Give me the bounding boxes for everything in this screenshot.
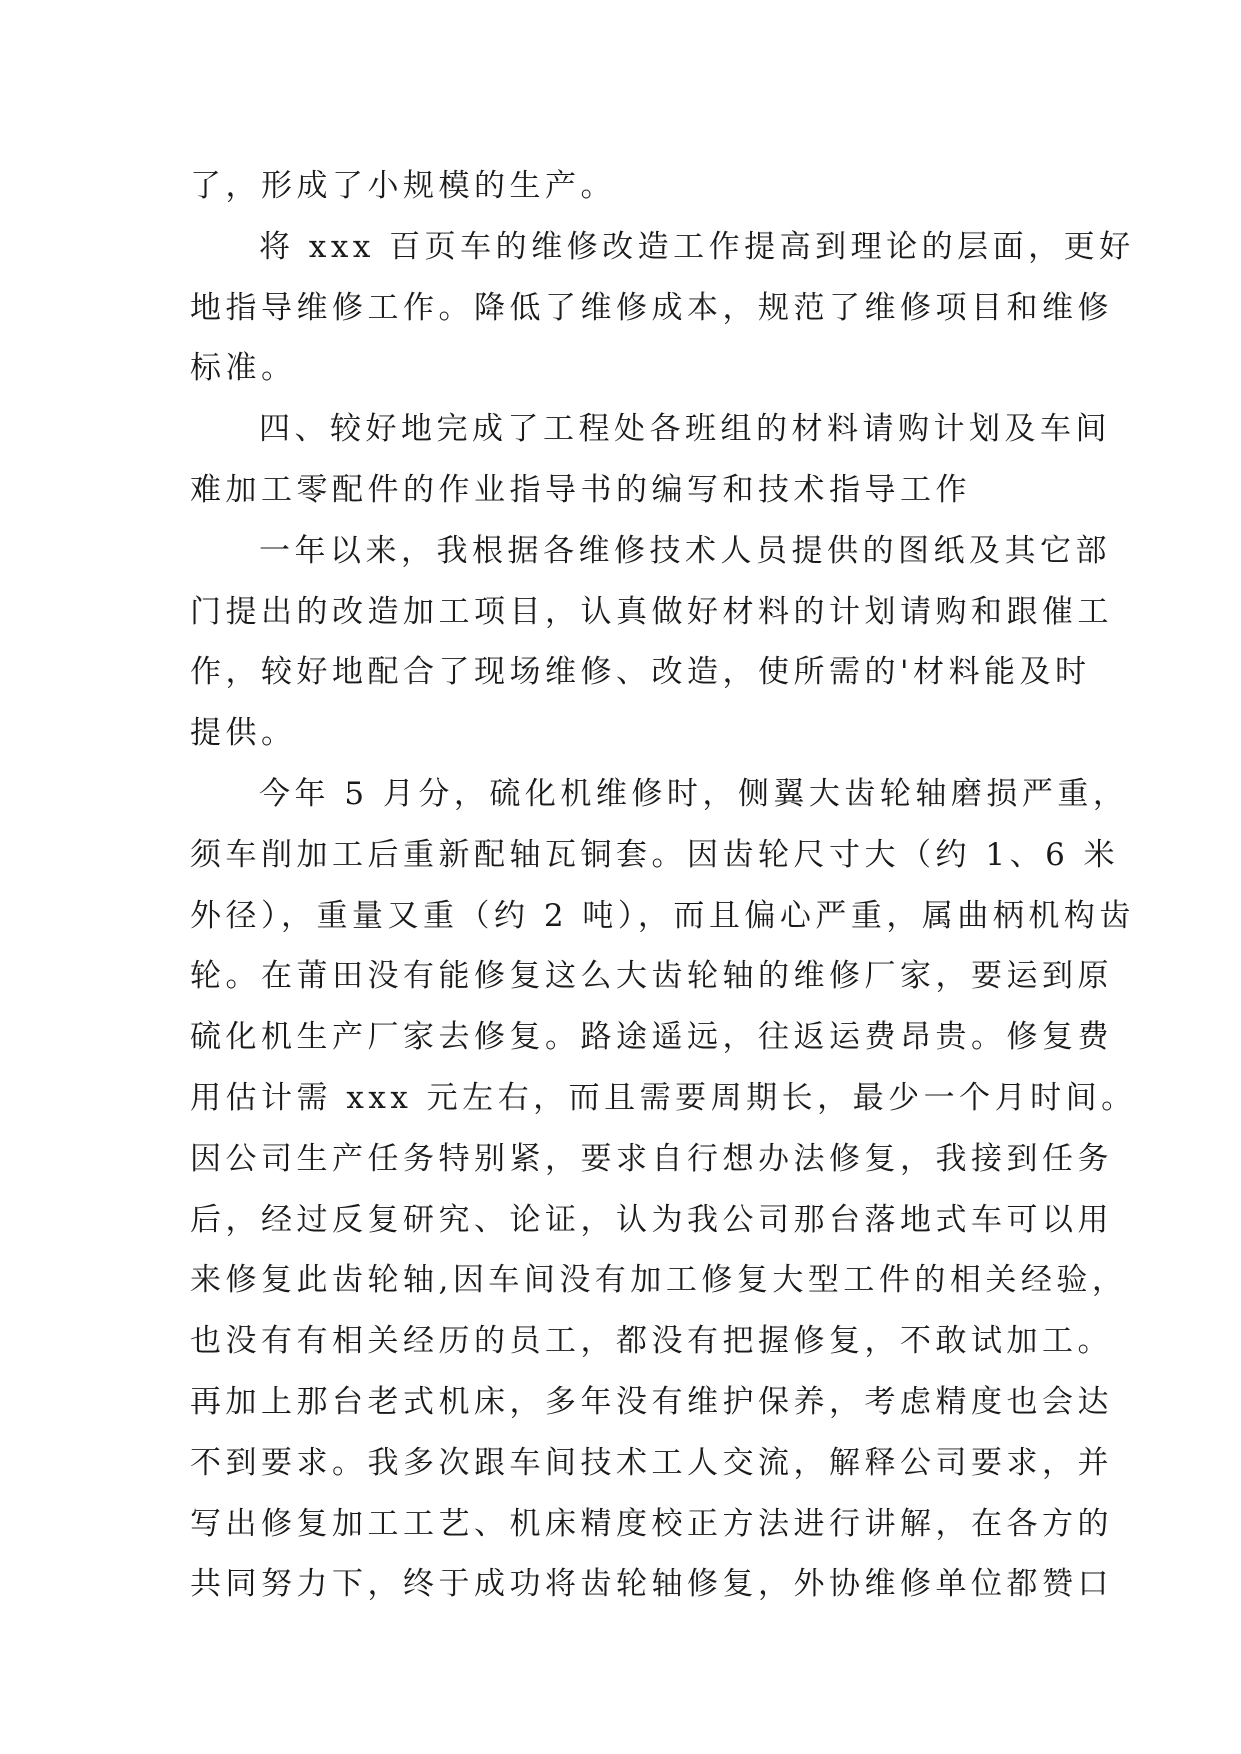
text-line: 外径），重量又重（约 2 吨），而且偏心严重，属曲柄机构齿 — [190, 897, 1135, 934]
text-line: 须车削加工后重新配轴瓦铜套。因齿轮尺寸大（约 1、6 米 — [190, 836, 1120, 873]
text-line: 轮。在莆田没有能修复这么大齿轮轴的维修厂家，要运到原 — [190, 958, 1113, 995]
text-line: 再加上那台老式机床，多年没有维护保养，考虑精度也会达 — [190, 1383, 1113, 1420]
text-line: 共同努力下，终于成功将齿轮轴修复，外协维修单位都赞口 — [190, 1566, 1113, 1603]
text-line: 作，较好地配合了现场维修、改造，使所需的'材料能及时 — [190, 654, 1091, 691]
text-line: 门提出的改造加工项目，认真做好材料的计划请购和跟催工 — [190, 593, 1113, 630]
text-line: 也没有有相关经历的员工，都没有把握修复，不敢试加工。 — [190, 1323, 1113, 1360]
text-line: 难加工零配件的作业指导书的编写和技术指导工作 — [190, 471, 971, 508]
text-line: 标准。 — [190, 350, 297, 387]
text-line: 今年 5 月分，硫化机维修时，侧翼大齿轮轴磨损严重， — [259, 775, 1129, 812]
text-line: 因公司生产任务特别紧，要求自行想办法修复，我接到任务 — [190, 1140, 1113, 1177]
text-line: 后，经过反复研究、论证，认为我公司那台落地式车可以用 — [190, 1201, 1113, 1238]
text-line: 将 xxx 百页车的维修改造工作提高到理论的层面，更好 — [259, 228, 1135, 265]
text-line: 硫化机生产厂家去修复。路途遥远，往返运费昂贵。修复费 — [190, 1019, 1113, 1056]
text-line: 了，形成了小规模的生产。 — [190, 168, 616, 204]
text-line: 地指导维修工作。降低了维修成本，规范了维修项目和维修 — [190, 289, 1113, 326]
text-line: 提供。 — [190, 715, 297, 752]
text-line: 写出修复加工工艺、机床精度校正方法进行讲解，在各方的 — [190, 1505, 1113, 1542]
text-line: 用估计需 xxx 元左右，而且需要周期长，最少一个月时间。 — [190, 1079, 1137, 1116]
body-text — [190, 156, 1137, 1615]
text-line: 不到要求。我多次跟车间技术工人交流，解释公司要求，并 — [190, 1444, 1113, 1481]
text-line: 四、较好地完成了工程处各班组的材料请购计划及车间 — [259, 411, 1111, 448]
text-line: 一年以来，我根据各维修技术人员提供的图纸及其它部 — [259, 532, 1111, 569]
text-line: 来修复此齿轮轴,因车间没有加工修复大型工件的相关经验， — [190, 1262, 1128, 1299]
